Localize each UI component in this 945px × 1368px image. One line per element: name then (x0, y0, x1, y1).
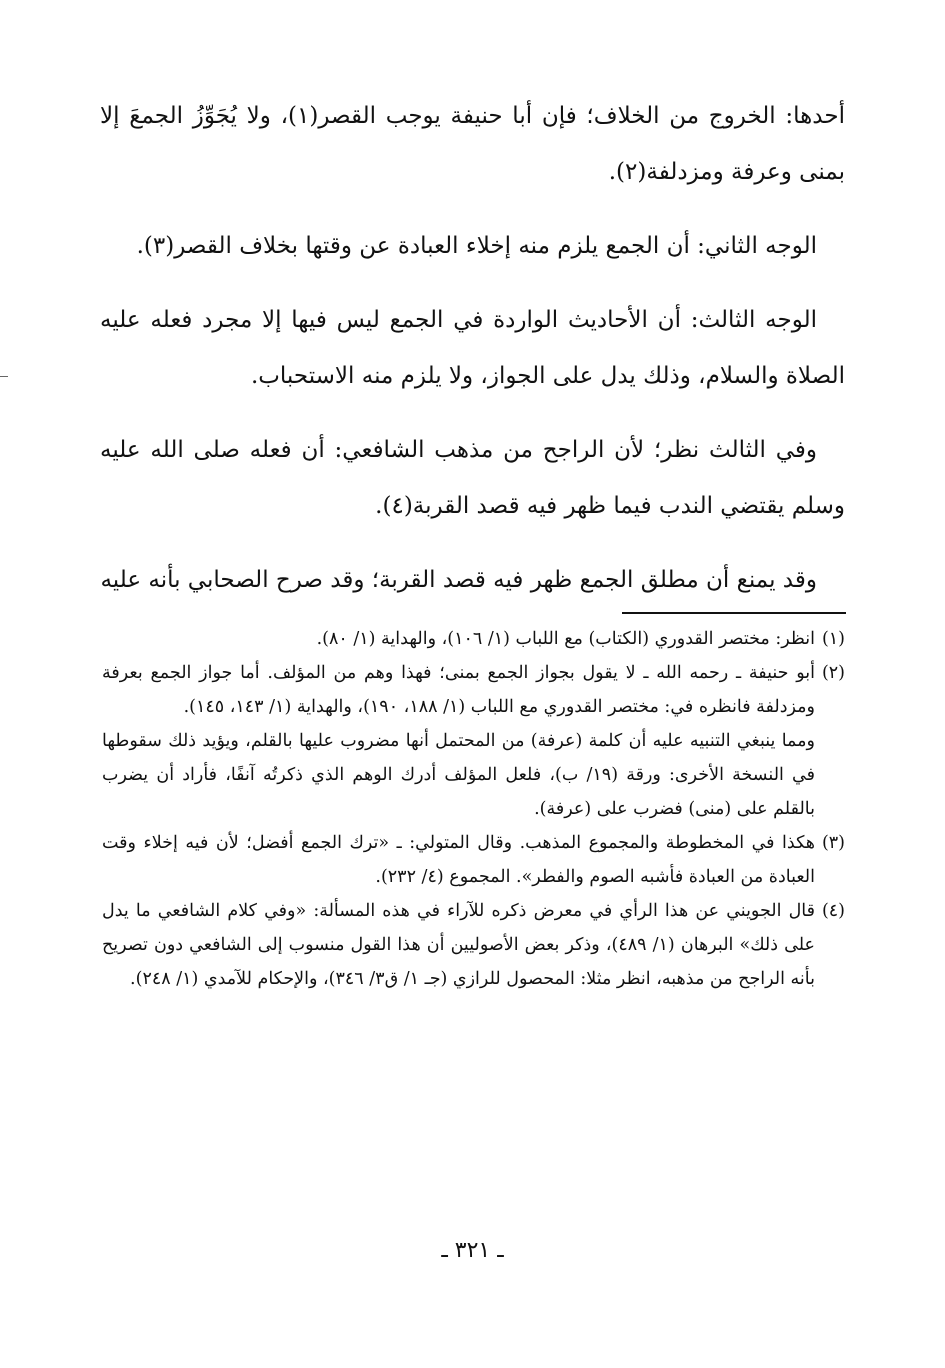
margin-mark (0, 376, 8, 377)
footnote-text: أبو حنيفة ـ رحمه الله ـ لا يقول بجواز الجمع بمنى؛ فهذا وهم من المؤلف. أما جواز الجمع بعرفة ومزدلفة فانظره في: مختصر القدوري مع اللباب (١/ ١٨٨، ١٩٠)، والهداية (١/ ١٤٣، ١٤٥). (102, 663, 815, 717)
paragraph-1: أحدها: الخروج من الخلاف؛ فإن أبا حنيفة يوجب القصر(١)، ولا يُجَوِّزُ الجمعَ إلا بمنى وعرفة ومزدلفة(٢). (100, 103, 845, 185)
footnote-text: هكذا في المخطوطة والمجموع المذهب. وقال المتولي: ـ «ترك الجمع أفضل؛ لأن فيه إخلاء وقت العبادة من العبادة فأشبه الصوم والفطر». المجموع (٤/ ٢٣٢). (102, 833, 815, 887)
footnote-number: (١) (821, 629, 845, 649)
paragraph-5: وقد يمنع أن مطلق الجمع ظهر فيه قصد القربة؛ وقد صرح الصحابي بأنه عليه (100, 567, 817, 593)
footnote-separator (622, 612, 846, 614)
footnote-text: انظر: مختصر القدوري (الكتاب) مع اللباب (١/ ١٠٦)، والهداية (١/ ٨٠). (316, 629, 815, 649)
footnote-4 (102, 894, 845, 996)
main-text (100, 88, 845, 626)
footnote-text: ومما ينبغي التنبيه عليه أن كلمة (عرفة) من المحتمل أنها مضروب عليها بالقلم، ويؤيد ذلك سقوطها في النسخة الأخرى: ورقة (١٩/ ب)، فلعل المؤلف أدرك الوهم الذي ذكرتُه آنفًا، فأراد أن يضرب بالقلم على (منى) فضرب على (عرفة). (102, 731, 816, 819)
footnote-1 (102, 622, 845, 656)
footnote-2 (102, 656, 845, 826)
footnote-number: (٤) (821, 901, 845, 921)
footnote-text: قال الجويني عن هذا الرأي في معرض ذكره للآراء في هذه المسألة: «وفي كلام الشافعي ما يدل على ذلك» البرهان (١/ ٤٨٩)، وذكر بعض الأصوليين أن هذا القول منسوب إلى الشافعي دون تصريح بأنه الراجح من مذهبه، انظر مثلا: المحصول للرازي (جـ ١/ ق٣/ ٣٤٦)، والإحكام للآمدي (١/ ٢٤٨). (102, 901, 815, 989)
footnote-number: (٢) (821, 663, 845, 683)
paragraph-4: وفي الثالث نظر؛ لأن الراجح من مذهب الشافعي: أن فعله صلى الله عليه وسلم يقتضي الندب فيما ظهر فيه قصد القربة(٤). (100, 437, 845, 519)
page-number: ـ ٣٢١ ـ (441, 1238, 504, 1263)
footnotes (102, 622, 845, 996)
paragraph-2: الوجه الثاني: أن الجمع يلزم منه إخلاء العبادة عن وقتها بخلاف القصر(٣). (136, 233, 817, 259)
footnote-number: (٣) (821, 833, 845, 853)
footnote-3 (102, 826, 845, 894)
paragraph-3: الوجه الثالث: أن الأحاديث الواردة في الجمع ليس فيها إلا مجرد فعله عليه الصلاة والسلام، وذلك يدل على الجواز، ولا يلزم منه الاستحباب. (100, 307, 845, 389)
